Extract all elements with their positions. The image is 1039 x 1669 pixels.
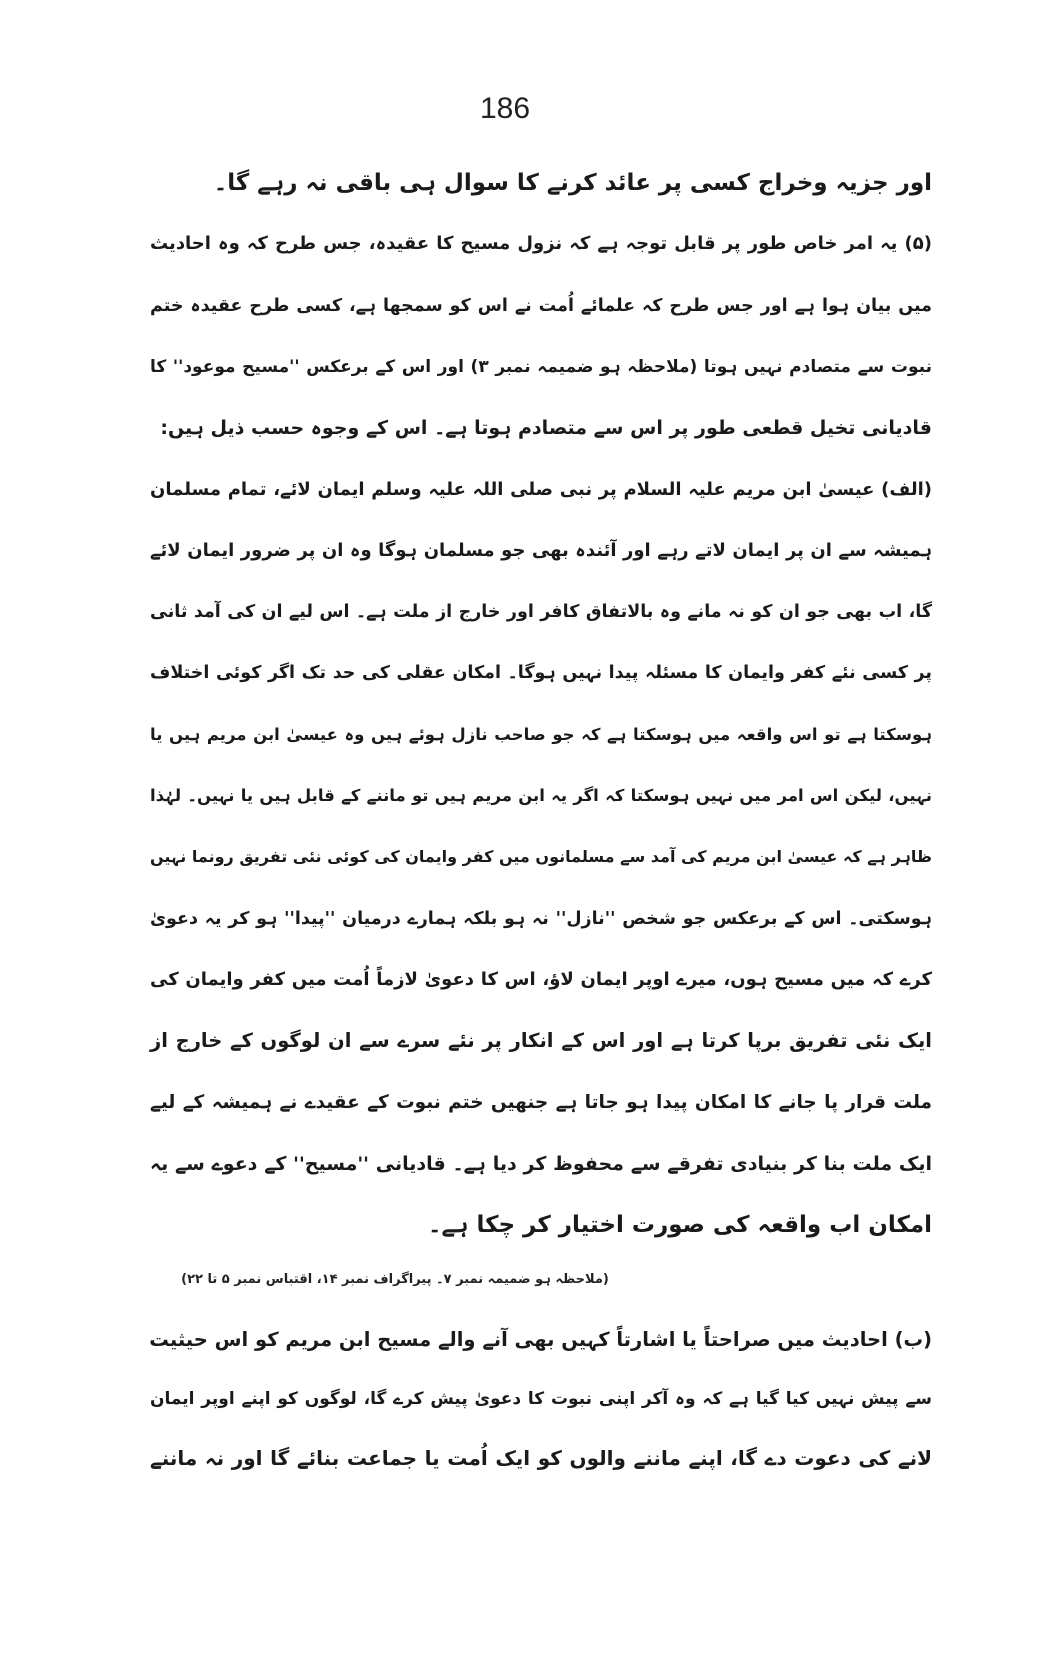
page-number: 186 bbox=[479, 92, 531, 125]
text-line: ہمیشہ سے ان پر ایمان لاتے رہے اور آئندہ بھی جو مسلمان ہوگا وہ ان پر ضرور ایمان لائے bbox=[150, 539, 932, 561]
text-line: ملت قرار پا جانے کا امکان پیدا ہو جاتا ہے جنھیں ختم نبوت کے عقیدے نے ہمیشہ کے لیے bbox=[150, 1091, 932, 1113]
text-line: لانے کی دعوت دے گا، اپنے ماننے والوں کو ایک اُمت یا جماعت بنائے گا اور نہ ماننے bbox=[150, 1446, 932, 1470]
text-line: پر کسی نئے کفر وایمان کا مسئلہ پیدا نہیں ہوگا۔ امکان عقلی کی حد تک اگر کوئی اختلاف bbox=[150, 663, 932, 684]
text-line: گا، اب بھی جو ان کو نہ مانے وہ بالاتفاق کافر اور خارج از ملت ہے۔ اس لیے ان کی آمد ثانی bbox=[150, 602, 932, 623]
text-line: نبوت سے متصادم نہیں ہوتا (ملاحظہ ہو ضمیمہ نمبر ۳) اور اس کے برعکس ''مسیح موعود'' کا bbox=[150, 356, 932, 377]
text-line: (۵) یہ امر خاص طور پر قابل توجہ ہے کہ نزول مسیح کا عقیدہ، جس طرح کہ وہ احادیث bbox=[150, 233, 932, 255]
text-line: ظاہر ہے کہ عیسیٰ ابن مریم کی آمد سے مسلمانوں میں کفر وایمان کی کوئی نئی تفریق رونما نہیں bbox=[149, 847, 932, 867]
text-line: نہیں، لیکن اس امر میں نہیں ہوسکتا کہ اگر یہ ابن مریم ہیں تو ماننے کے قابل ہیں یا نہیں۔ لہٰذا bbox=[150, 786, 932, 805]
text-line: ہوسکتی۔ اس کے برعکس جو شخص ''نازل'' نہ ہو بلکہ ہمارے درمیان ''پیدا'' ہو کر یہ دعویٰ bbox=[150, 908, 932, 929]
footnote-reference: (ملاحظہ ہو ضمیمہ نمبر ۷۔ پیراگراف نمبر ۱۴، اقتباس نمبر ۵ تا ۲۲) bbox=[181, 1272, 609, 1287]
text-line: اور جزیہ وخراج کسی پر عائد کرنے کا سوال ہی باقی نہ رہے گا۔ bbox=[213, 170, 932, 196]
text-line: قادیانی تخیل قطعی طور پر اس سے متصادم ہوتا ہے۔ اس کے وجوہ حسب ذیل ہیں: bbox=[160, 417, 932, 440]
text-line: (الف) عیسیٰ ابن مریم علیہ السلام پر نبی صلی اللہ علیہ وسلم ایمان لائے، تمام مسلمان bbox=[150, 478, 932, 500]
text-line: کرے کہ میں مسیح ہوں، میرے اوپر ایمان لاؤ، اس کا دعویٰ لازماً اُمت میں کفر وایمان کی bbox=[150, 968, 932, 990]
text-line: (ب) احادیث میں صراحتاً یا اشارتاً کہیں بھی آنے والے مسیح ابن مریم کو اس حیثیت bbox=[149, 1328, 932, 1351]
text-line: ایک ملت بنا کر بنیادی تفرقے سے محفوظ کر دیا ہے۔ قادیانی ''مسیح'' کے دعوے سے یہ bbox=[150, 1152, 932, 1175]
text-line: میں بیان ہوا ہے اور جس طرح کہ علمائے اُمت نے اس کو سمجھا ہے، کسی طرح عقیدہ ختم bbox=[150, 295, 932, 316]
text-line: امکان اب واقعہ کی صورت اختیار کر چکا ہے۔ bbox=[428, 1212, 932, 1239]
text-line: سے پیش نہیں کیا گیا ہے کہ وہ آکر اپنی نبوت کا دعویٰ پیش کرے گا، لوگوں کو اپنے اوپر ایمان bbox=[150, 1389, 932, 1409]
text-line: ہوسکتا ہے تو اس واقعہ میں ہوسکتا ہے کہ جو صاحب نازل ہوئے ہیں وہ عیسیٰ ابن مریم ہیں یا bbox=[150, 724, 932, 744]
text-line: ایک نئی تفریق برپا کرتا ہے اور اس کے انکار پر نئے سرے سے ان لوگوں کے خارج از bbox=[150, 1029, 932, 1053]
